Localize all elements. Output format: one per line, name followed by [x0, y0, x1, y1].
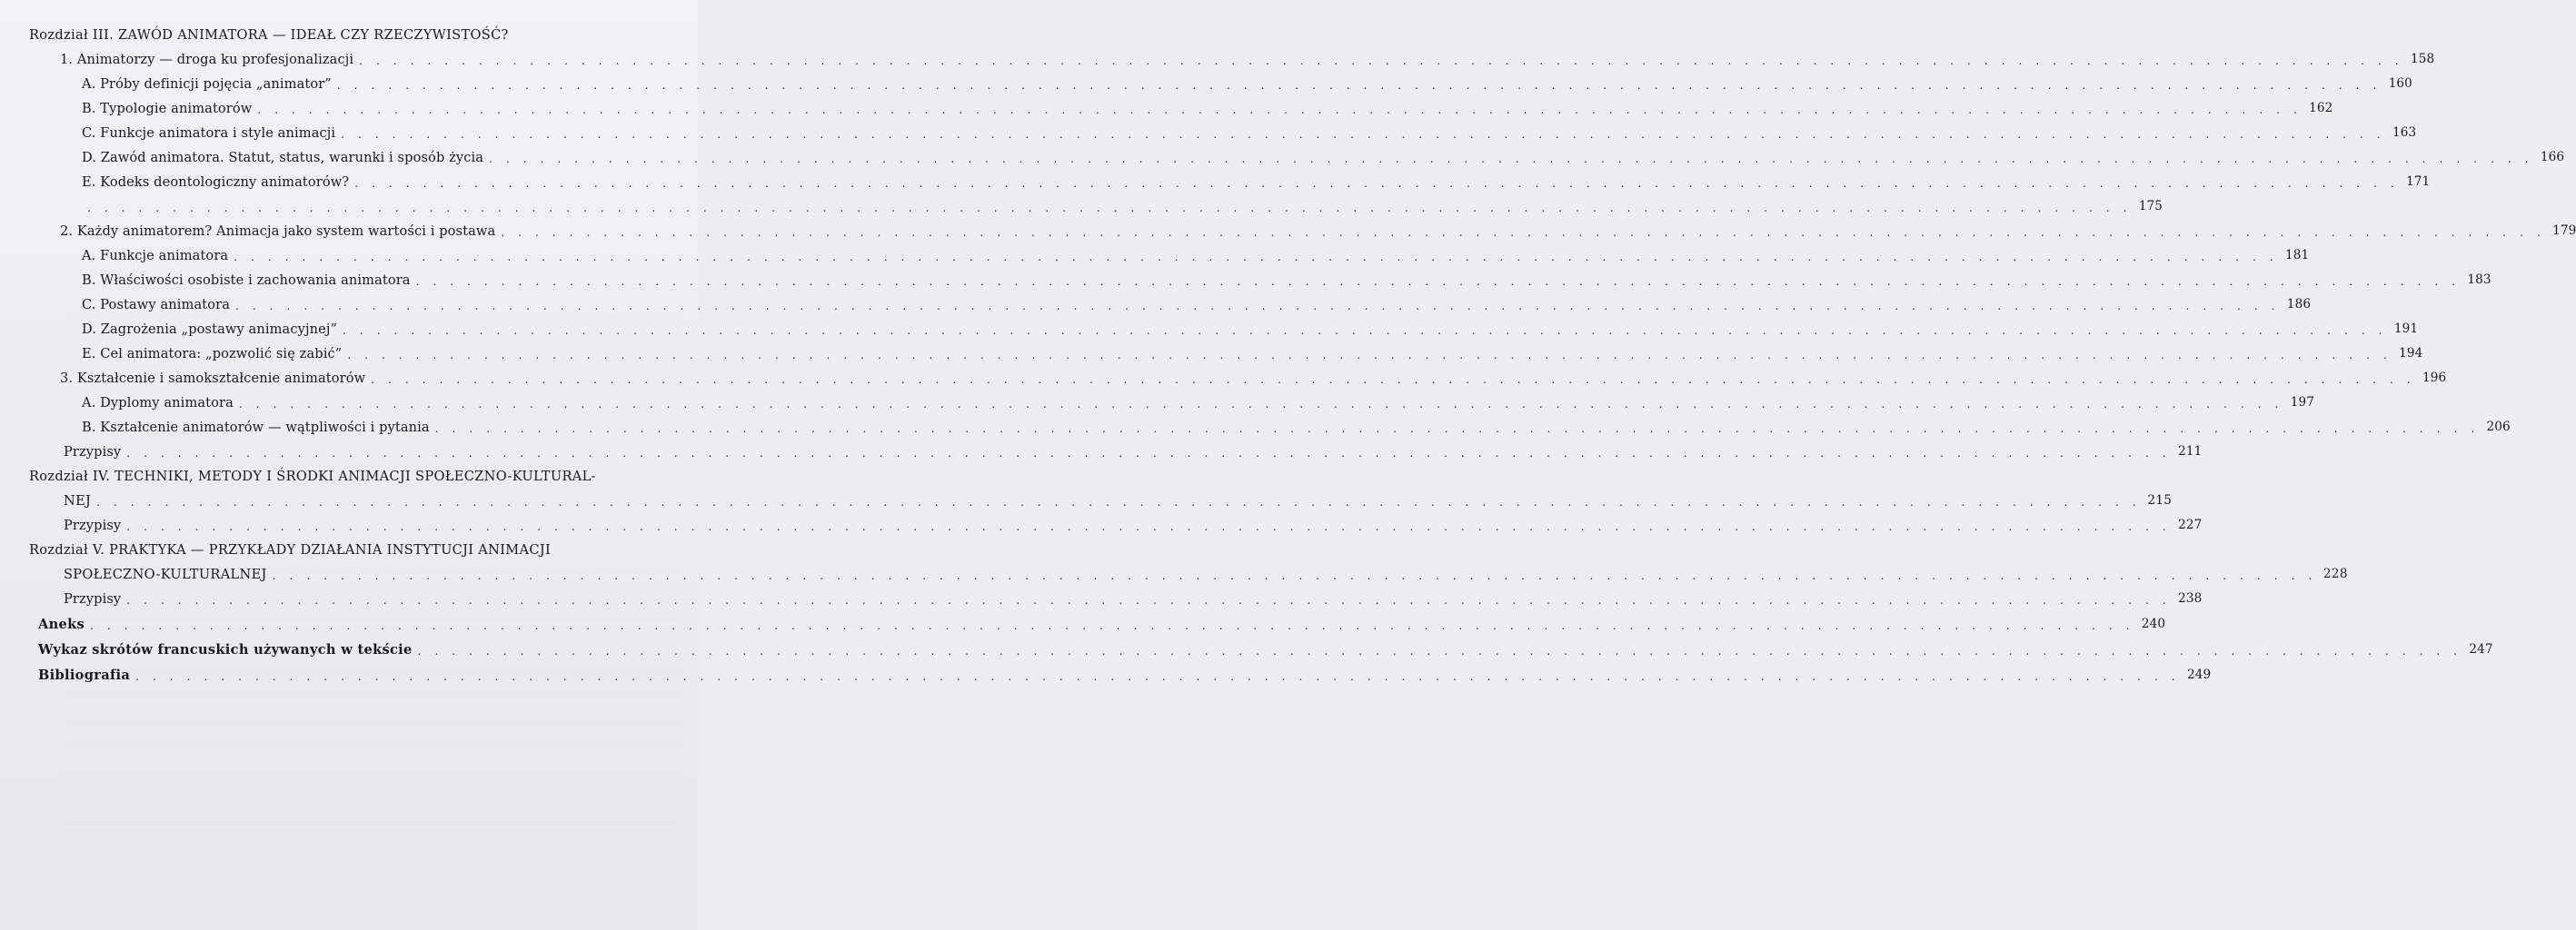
page-number: 196 — [2422, 371, 2447, 385]
dot-leader: . . . . . . . . . . . . . . . . . . . . . . . . . . . . . . . . . . . . . . . . . . . . . . . . . . . . . . . . . . . . . . . . . . . . . . . . . . . . . . . . . . . . . . . . . . . . . . . . . . . . . . . . . . . . . . . . . . . . . . . . — [234, 251, 2279, 263]
notes-entry-title: Przypisy — [64, 444, 122, 460]
notes-entry — [29, 518, 2203, 533]
toc-entry — [29, 346, 2423, 361]
page-number: 175 — [2138, 199, 2163, 213]
back-matter-entry — [29, 668, 2212, 683]
chapter-heading-title: Rozdział IV. TECHNIKI, METODY I ŚRODKI ANIMACJI SPOŁECZNO-KULTURAL- — [29, 469, 596, 484]
dot-leader: . . . . . . . . . . . . . . . . . . . . . . . . . . . . . . . . . . . . . . . . . . . . . . . . . . . . . . . . . . . . . . . . . . . . . . . . . . . . . . . . . . . . . . . . . . . . . . . . . . . . . . . . . . . . . . . . . . . . . . . . — [126, 447, 2172, 460]
page-number: 240 — [2141, 617, 2166, 631]
dot-leader: . . . . . . . . . . . . . . . . . . . . . . . . . . . . . . . . . . . . . . . . . . . . . . . . . . . . . . . . . . . . . . . . . . . . . . . . . . . . . . . . . . . . . . . . . . . . . . . . . . . . . . . . . . . . . . . . . . . . . . . . — [135, 670, 2181, 683]
page-number: 166 — [2540, 150, 2565, 164]
dot-leader: . . . . . . . . . . . . . . . . . . . . . . . . . . . . . . . . . . . . . . . . . . . . . . . . . . . . . . . . . . . . . . . . . . . . . . . . . . . . . . . . . . . . . . . . . . . . . . . . . . . . . . . . . . . . . . . . . . . . . . . . — [87, 202, 2133, 214]
page-number: 163 — [2392, 125, 2417, 140]
toc-entry — [29, 371, 2447, 386]
toc-entry — [29, 76, 2412, 92]
toc-entry-title: 2. Każdy animatorem? Animacja jako system wartości i postawa — [60, 223, 496, 239]
back-matter-entry-title: Wykaz skrótów francuskich używanych w tekście — [38, 642, 413, 658]
dot-leader: . . . . . . . . . . . . . . . . . . . . . . . . . . . . . . . . . . . . . . . . . . . . . . . . . . . . . . . . . . . . . . . . . . . . . . . . . . . . . . . . . . . . . . . . . . . . . . . . . . . . . . . . . . . . . . . . . . . . . . . . — [126, 594, 2172, 607]
dot-leader: . . . . . . . . . . . . . . . . . . . . . . . . . . . . . . . . . . . . . . . . . . . . . . . . . . . . . . . . . . . . . . . . . . . . . . . . . . . . . . . . . . . . . . . . . . . . . . . . . . . . . . . . . . . . . . . . . . . . . . . . — [272, 569, 2317, 582]
dot-leader: . . . . . . . . . . . . . . . . . . . . . . . . . . . . . . . . . . . . . . . . . . . . . . . . . . . . . . . . . . . . . . . . . . . . . . . . . . . . . . . . . . . . . . . . . . . . . . . . . . . . . . . . . . . . . . . . . . . . . . . . — [434, 422, 2480, 435]
chapter-heading-title: NEJ — [64, 493, 92, 509]
page-number: 238 — [2178, 591, 2203, 606]
toc-entry-title: E. Kodeks deontologiczny animatorów? — [82, 174, 350, 190]
toc-entry-title: 1. Animatorzy — droga ku profesjonalizacji — [60, 52, 354, 67]
chapter-heading — [29, 542, 680, 558]
page-number: 162 — [2309, 101, 2333, 115]
back-matter-entry-title: Bibliografia — [38, 668, 131, 683]
dot-leader: . . . . . . . . . . . . . . . . . . . . . . . . . . . . . . . . . . . . . . . . . . . . . . . . . . . . . . . . . . . . . . . . . . . . . . . . . . . . . . . . . . . . . . . . . . . . . . . . . . . . . . . . . . . . . . . . . . . . . . . . — [126, 520, 2172, 533]
dot-leader: . . . . . . . . . . . . . . . . . . . . . . . . . . . . . . . . . . . . . . . . . . . . . . . . . . . . . . . . . . . . . . . . . . . . . . . . . . . . . . . . . . . . . . . . . . . . . . . . . . . . . . . . . . . . . . . . . . . . . . . . — [501, 226, 2546, 239]
page-number: 181 — [2285, 248, 2310, 262]
dot-leader: . . . . . . . . . . . . . . . . . . . . . . . . . . . . . . . . . . . . . . . . . . . . . . . . . . . . . . . . . . . . . . . . . . . . . . . . . . . . . . . . . . . . . . . . . . . . . . . . . . . . . . . . . . . . . . . . . . . . . . . . — [371, 373, 2416, 386]
chapter-heading — [29, 27, 680, 43]
toc-entry-title: C. Postawy animatora — [82, 297, 231, 312]
toc-entry-title: D. Zawód animatora. Statut, status, warunki i sposób życia — [82, 150, 484, 165]
dot-leader: . . . . . . . . . . . . . . . . . . . . . . . . . . . . . . . . . . . . . . . . . . . . . . . . . . . . . . . . . . . . . . . . . . . . . . . . . . . . . . . . . . . . . . . . . . . . . . . . . . . . . . . . . . . . . . . . . . . . . . . . — [96, 496, 2142, 509]
toc-entry-title: A. Dyplomy animatora — [82, 395, 234, 411]
back-matter-entry — [29, 642, 2493, 658]
page-number: 227 — [2178, 518, 2203, 532]
dot-leader: . . . . . . . . . . . . . . . . . . . . . . . . . . . . . . . . . . . . . . . . . . . . . . . . . . . . . . . . . . . . . . . . . . . . . . . . . . . . . . . . . . . . . . . . . . . . . . . . . . . . . . . . . . . . . . . . . . . . . . . . — [336, 79, 2382, 92]
toc-entry-title: A. Próby definicji pojęcia „animator” — [82, 76, 332, 92]
page-number: 183 — [2467, 272, 2491, 287]
chapter-heading — [29, 469, 680, 484]
toc-entry — [29, 272, 2491, 288]
toc-entry — [29, 297, 2312, 312]
dot-leader: . . . . . . . . . . . . . . . . . . . . . . . . . . . . . . . . . . . . . . . . . . . . . . . . . . . . . . . . . . . . . . . . . . . . . . . . . . . . . . . . . . . . . . . . . . . . . . . . . . . . . . . . . . . . . . . . . . . . . . . . — [257, 104, 2302, 116]
toc-entry — [29, 248, 2310, 263]
dot-leader: . . . . . . . . . . . . . . . . . . . . . . . . . . . . . . . . . . . . . . . . . . . . . . . . . . . . . . . . . . . . . . . . . . . . . . . . . . . . . . . . . . . . . . . . . . . . . . . . . . . . . . . . . . . . . . . . . . . . . . . . — [359, 54, 2404, 67]
chapter-heading — [29, 567, 2348, 582]
toc-entry — [29, 125, 2417, 141]
toc-entry — [29, 322, 2419, 337]
chapter-heading — [29, 493, 2173, 509]
toc-entry-title: D. Zagrożenia „postawy animacyjnej” — [82, 322, 338, 337]
page-number: 249 — [2186, 668, 2212, 682]
toc-entry-title: E. Cel animatora: „pozwolić się zabić” — [82, 346, 343, 361]
page-number: 206 — [2486, 420, 2511, 434]
toc-entry — [29, 174, 2431, 190]
dot-leader: . . . . . . . . . . . . . . . . . . . . . . . . . . . . . . . . . . . . . . . . . . . . . . . . . . . . . . . . . . . . . . . . . . . . . . . . . . . . . . . . . . . . . . . . . . . . . . . . . . . . . . . . . . . . . . . . . . . . . . . . — [354, 177, 2400, 190]
dot-leader: . . . . . . . . . . . . . . . . . . . . . . . . . . . . . . . . . . . . . . . . . . . . . . . . . . . . . . . . . . . . . . . . . . . . . . . . . . . . . . . . . . . . . . . . . . . . . . . . . . . . . . . . . . . . . . . . . . . . . . . . — [415, 275, 2461, 288]
toc-entry — [29, 52, 2435, 67]
toc-entry-title: A. Funkcje animatora — [82, 248, 229, 263]
page-number: 191 — [2393, 322, 2419, 336]
page-number: 197 — [2290, 395, 2314, 410]
page-number: 215 — [2147, 493, 2173, 508]
dot-leader: . . . . . . . . . . . . . . . . . . . . . . . . . . . . . . . . . . . . . . . . . . . . . . . . . . . . . . . . . . . . . . . . . . . . . . . . . . . . . . . . . . . . . . . . . . . . . . . . . . . . . . . . . . . . . . . . . . . . . . . . — [489, 153, 2534, 165]
toc-entry-title: C. Funkcje animatora i style animacji — [82, 125, 336, 141]
notes-entry-title: Przypisy — [64, 591, 122, 607]
chapter-heading-title: SPOŁECZNO-KULTURALNEJ — [64, 567, 267, 582]
toc-entry-title: B. Właściwości osobiste i zachowania animatora — [82, 272, 411, 288]
toc-entry-title: 3. Kształcenie i samokształcenie animatorów — [60, 371, 366, 386]
dot-leader: . . . . . . . . . . . . . . . . . . . . . . . . . . . . . . . . . . . . . . . . . . . . . . . . . . . . . . . . . . . . . . . . . . . . . . . . . . . . . . . . . . . . . . . . . . . . . . . . . . . . . . . . . . . . . . . . . . . . . . . . — [235, 300, 2281, 312]
toc-entry — [29, 395, 2314, 411]
page-number: 171 — [2406, 174, 2431, 189]
notes-entry — [29, 591, 2203, 607]
toc-entry — [29, 101, 2333, 116]
toc-entry — [29, 420, 2511, 435]
toc-entry-title: B. Typologie animatorów — [82, 101, 253, 116]
chapter-heading-title: Rozdział III. ZAWÓD ANIMATORA — IDEAŁ CZY RZECZYWISTOŚĆ? — [29, 27, 509, 43]
back-matter-entry — [29, 617, 2166, 632]
notes-entry-title: Przypisy — [64, 518, 122, 533]
dot-leader: . . . . . . . . . . . . . . . . . . . . . . . . . . . . . . . . . . . . . . . . . . . . . . . . . . . . . . . . . . . . . . . . . . . . . . . . . . . . . . . . . . . . . . . . . . . . . . . . . . . . . . . . . . . . . . . . . . . . . . . . — [341, 128, 2386, 141]
page-number: 160 — [2388, 76, 2412, 91]
page-number: 228 — [2322, 567, 2348, 581]
dot-leader: . . . . . . . . . . . . . . . . . . . . . . . . . . . . . . . . . . . . . . . . . . . . . . . . . . . . . . . . . . . . . . . . . . . . . . . . . . . . . . . . . . . . . . . . . . . . . . . . . . . . . . . . . . . . . . . . . . . . . . . . — [417, 645, 2462, 658]
dot-leader: . . . . . . . . . . . . . . . . . . . . . . . . . . . . . . . . . . . . . . . . . . . . . . . . . . . . . . . . . . . . . . . . . . . . . . . . . . . . . . . . . . . . . . . . . . . . . . . . . . . . . . . . . . . . . . . . . . . . . . . . — [90, 619, 2135, 632]
toc-entry — [29, 199, 2163, 214]
toc-entry — [29, 223, 2576, 239]
dot-leader: . . . . . . . . . . . . . . . . . . . . . . . . . . . . . . . . . . . . . . . . . . . . . . . . . . . . . . . . . . . . . . . . . . . . . . . . . . . . . . . . . . . . . . . . . . . . . . . . . . . . . . . . . . . . . . . . . . . . . . . . — [343, 324, 2388, 337]
page-number: 179 — [2552, 223, 2576, 238]
notes-entry — [29, 444, 2203, 460]
page-number: 247 — [2469, 642, 2493, 657]
page-number: 186 — [2286, 297, 2312, 312]
back-matter-entry-title: Aneks — [38, 617, 85, 632]
page-number: 194 — [2399, 346, 2423, 361]
toc-entry — [29, 150, 2565, 165]
dot-leader: . . . . . . . . . . . . . . . . . . . . . . . . . . . . . . . . . . . . . . . . . . . . . . . . . . . . . . . . . . . . . . . . . . . . . . . . . . . . . . . . . . . . . . . . . . . . . . . . . . . . . . . . . . . . . . . . . . . . . . . . — [347, 349, 2392, 361]
chapter-heading-title: Rozdział V. PRAKTYKA — PRZYKŁADY DZIAŁANIA INSTYTUCJI ANIMACJI — [29, 542, 552, 558]
page-number: 158 — [2410, 52, 2435, 66]
dot-leader: . . . . . . . . . . . . . . . . . . . . . . . . . . . . . . . . . . . . . . . . . . . . . . . . . . . . . . . . . . . . . . . . . . . . . . . . . . . . . . . . . . . . . . . . . . . . . . . . . . . . . . . . . . . . . . . . . . . . . . . . — [238, 398, 2283, 411]
toc-entry-title: B. Kształcenie animatorów — wątpliwości i pytania — [82, 420, 430, 435]
page-number: 211 — [2178, 444, 2203, 459]
